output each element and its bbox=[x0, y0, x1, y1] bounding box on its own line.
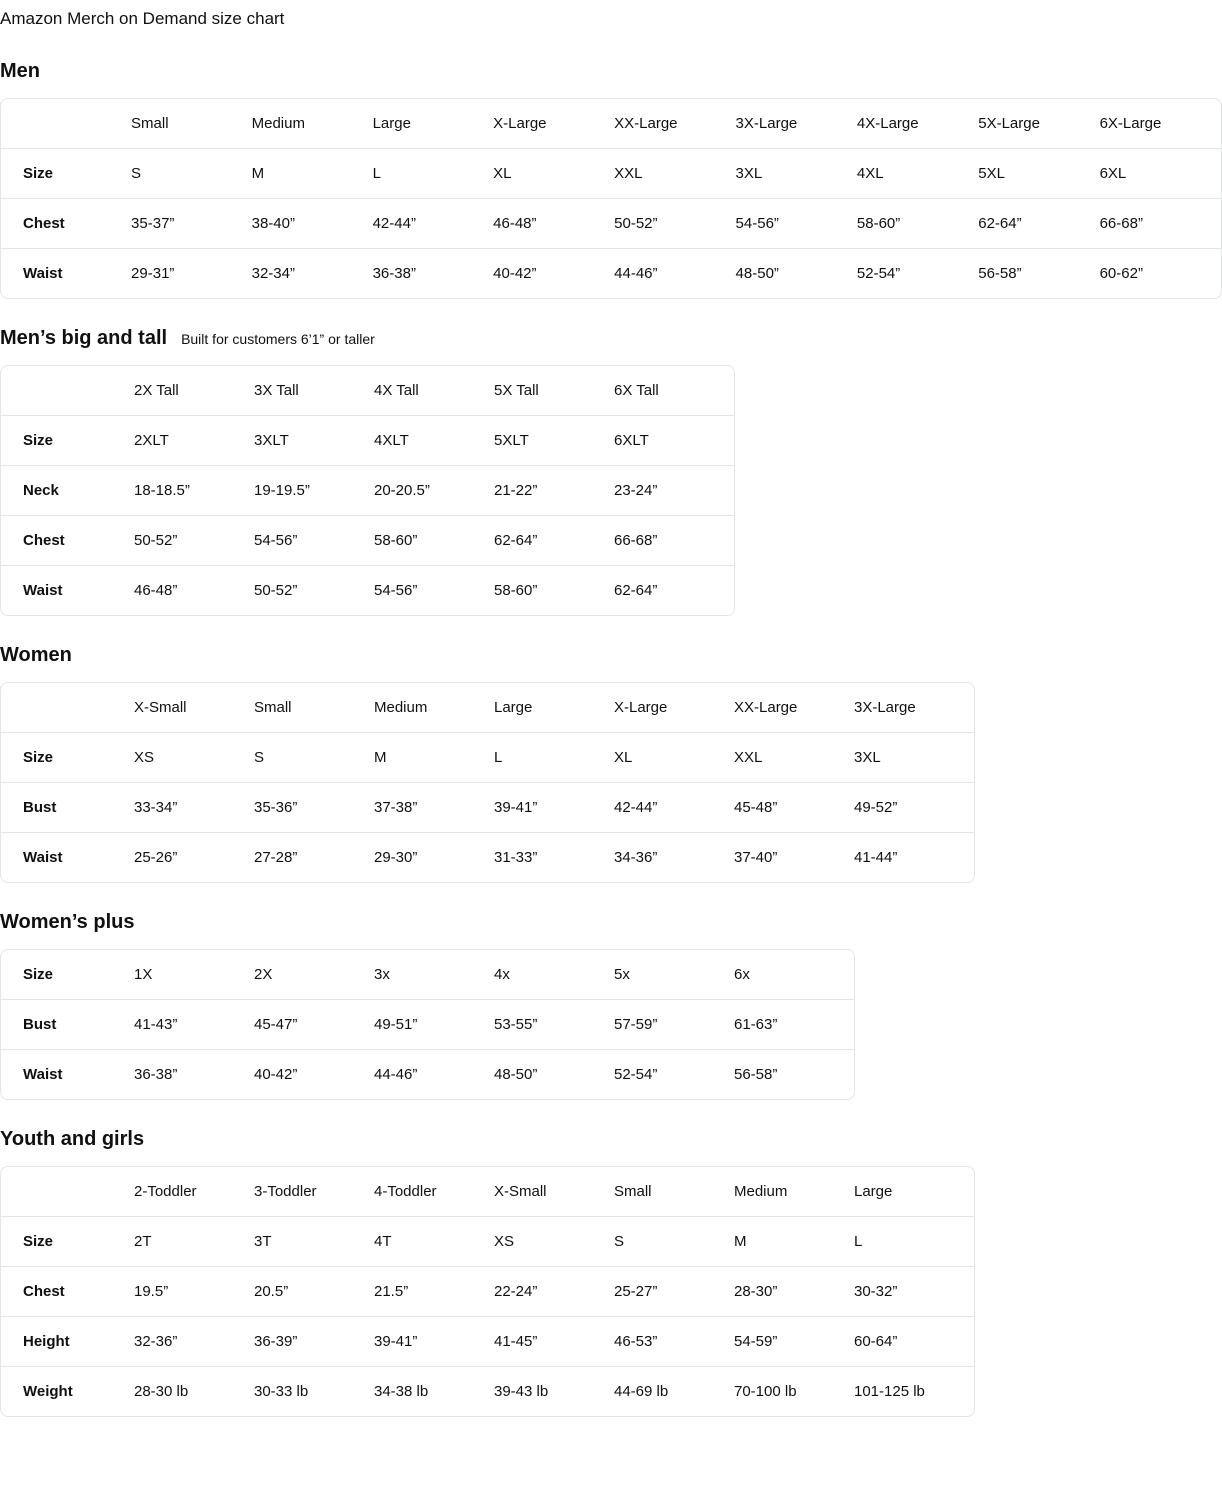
section-header-mens-big-and-tall bbox=[0, 325, 1222, 351]
table-cell: XL bbox=[614, 733, 734, 783]
header-cell bbox=[1, 1167, 134, 1217]
header-cell: Small bbox=[614, 1167, 734, 1217]
section-header-women bbox=[0, 642, 1222, 668]
table-cell: 50-52” bbox=[254, 582, 298, 599]
row-label: Size bbox=[1, 950, 134, 1000]
table-cell: S bbox=[131, 149, 252, 199]
table-cell: 54-56” bbox=[374, 582, 418, 599]
table-cell: 4T bbox=[374, 1217, 494, 1267]
table-cell: 4x bbox=[494, 950, 614, 1000]
table-cell: 41-43” bbox=[134, 1000, 254, 1050]
table-row bbox=[1, 249, 1221, 298]
table-cell: 42-44” bbox=[614, 783, 734, 833]
table-cell: 21-22” bbox=[494, 466, 614, 516]
header-cell: 6X Tall bbox=[614, 366, 734, 416]
table-men bbox=[0, 98, 1222, 299]
table-cell: 2XLT bbox=[134, 416, 254, 466]
table-cell: 5XL bbox=[978, 149, 1099, 199]
table-cell: 46-53” bbox=[614, 1317, 734, 1367]
table-cell: 22-24” bbox=[494, 1267, 614, 1317]
table-cell: S bbox=[614, 1217, 734, 1267]
header-cell: X-Large bbox=[493, 99, 614, 149]
table-women bbox=[0, 682, 975, 883]
table-header-row bbox=[1, 683, 974, 733]
header-cell: 3X-Large bbox=[736, 99, 857, 149]
table-cell: 42-44” bbox=[373, 199, 494, 249]
page-bottom-spacer bbox=[0, 1417, 1222, 1441]
header-cell: 5X-Large bbox=[978, 99, 1099, 149]
row-label: Neck bbox=[1, 466, 134, 516]
row-label: Chest bbox=[1, 516, 134, 566]
table-cell: 32-34” bbox=[251, 265, 295, 282]
table-row bbox=[1, 516, 734, 566]
row-label: Bust bbox=[1, 783, 134, 833]
table-cell: 19-19.5” bbox=[254, 466, 374, 516]
table-cell: 41-45” bbox=[494, 1317, 614, 1367]
table-cell: 58-60” bbox=[374, 516, 494, 566]
table-cell: 54-59” bbox=[734, 1317, 854, 1367]
header-cell: 2X Tall bbox=[134, 366, 254, 416]
table-cell: 18-18.5” bbox=[134, 466, 254, 516]
table-cell: 46-48” bbox=[493, 199, 614, 249]
header-cell: Small bbox=[254, 683, 374, 733]
section-title: Men’s big and tall bbox=[0, 327, 168, 349]
header-cell: 3X Tall bbox=[254, 366, 374, 416]
table-cell: 37-38” bbox=[374, 783, 494, 833]
table-cell: 40-42” bbox=[254, 1066, 298, 1083]
table-cell: L bbox=[373, 149, 494, 199]
table-row bbox=[1, 1317, 974, 1367]
header-cell: XX-Large bbox=[734, 683, 854, 733]
table-cell: 30-33 lb bbox=[254, 1383, 309, 1400]
table-cell: 34-36” bbox=[614, 849, 658, 866]
table-cell: 36-39” bbox=[254, 1317, 374, 1367]
size-chart-page bbox=[0, 6, 1222, 1441]
header-cell: X-Small bbox=[134, 683, 254, 733]
table-cell: 3T bbox=[254, 1217, 374, 1267]
table-cell: 41-44” bbox=[854, 849, 898, 866]
table-cell: 57-59” bbox=[614, 1000, 734, 1050]
table-cell: 29-31” bbox=[131, 265, 175, 282]
table-cell: 21.5” bbox=[374, 1267, 494, 1317]
table-row bbox=[1, 466, 734, 516]
table-cell: 70-100 lb bbox=[734, 1383, 797, 1400]
section-men bbox=[0, 58, 1222, 299]
table-cell: M bbox=[734, 1217, 854, 1267]
table-cell: 31-33” bbox=[494, 849, 538, 866]
header-cell: Small bbox=[131, 99, 252, 149]
header-cell: Large bbox=[373, 99, 494, 149]
table-cell: 32-36” bbox=[134, 1317, 254, 1367]
row-label: Weight bbox=[23, 1383, 73, 1400]
table-cell: 56-58” bbox=[978, 265, 1022, 282]
row-label: Waist bbox=[23, 1066, 63, 1083]
table-cell: 39-43 lb bbox=[494, 1383, 549, 1400]
section-womens-plus bbox=[0, 909, 1222, 1100]
header-cell: Large bbox=[494, 683, 614, 733]
table-cell: 4XLT bbox=[374, 416, 494, 466]
table-cell: 4XL bbox=[857, 149, 978, 199]
header-cell: Medium bbox=[252, 99, 373, 149]
table-cell: L bbox=[494, 733, 614, 783]
table-row bbox=[1, 566, 734, 615]
table-cell: 66-68” bbox=[614, 516, 734, 566]
table-cell: 33-34” bbox=[134, 783, 254, 833]
table-row bbox=[1, 733, 974, 783]
section-youth-and-girls bbox=[0, 1126, 1222, 1417]
table-cell: 36-38” bbox=[134, 1066, 178, 1083]
table-cell: 6x bbox=[734, 950, 854, 1000]
table-cell: 53-55” bbox=[494, 1000, 614, 1050]
table-cell: 25-26” bbox=[134, 849, 178, 866]
table-cell: 3XL bbox=[736, 149, 857, 199]
table-cell: 44-46” bbox=[614, 265, 658, 282]
page-title: Amazon Merch on Demand size chart bbox=[0, 9, 285, 28]
table-cell: 44-46” bbox=[374, 1066, 418, 1083]
section-note: Built for customers 6’1” or taller bbox=[181, 331, 375, 347]
table-cell: 2T bbox=[134, 1217, 254, 1267]
row-label: Height bbox=[1, 1317, 134, 1367]
table-youth-and-girls bbox=[0, 1166, 975, 1417]
table-cell: 45-47” bbox=[254, 1000, 374, 1050]
table-cell: 19.5” bbox=[134, 1267, 254, 1317]
table-cell: 45-48” bbox=[734, 783, 854, 833]
table-cell: 5x bbox=[614, 950, 734, 1000]
header-cell: Medium bbox=[374, 683, 494, 733]
table-cell: XXL bbox=[734, 733, 854, 783]
table-cell: 5XLT bbox=[494, 416, 614, 466]
table-cell: 52-54” bbox=[614, 1066, 658, 1083]
header-cell: XX-Large bbox=[614, 99, 735, 149]
table-cell: 62-64” bbox=[494, 516, 614, 566]
row-label: Waist bbox=[23, 265, 63, 282]
table-cell: 54-56” bbox=[254, 516, 374, 566]
table-cell: 3x bbox=[374, 950, 494, 1000]
table-row bbox=[1, 149, 1221, 199]
table-cell: 20.5” bbox=[254, 1267, 374, 1317]
table-row bbox=[1, 1000, 854, 1050]
header-cell: 3-Toddler bbox=[254, 1167, 374, 1217]
table-cell: 49-51” bbox=[374, 1000, 494, 1050]
table-cell: XXL bbox=[614, 149, 735, 199]
header-cell: Large bbox=[854, 1167, 974, 1217]
table-cell: L bbox=[854, 1217, 974, 1267]
table-cell: 56-58” bbox=[734, 1066, 778, 1083]
table-header-row bbox=[1, 366, 734, 416]
table-cell: 61-63” bbox=[734, 1000, 854, 1050]
table-cell: 1X bbox=[134, 950, 254, 1000]
table-cell: 37-40” bbox=[734, 849, 778, 866]
table-row bbox=[1, 1367, 974, 1416]
table-header-row bbox=[1, 99, 1221, 149]
section-women bbox=[0, 642, 1222, 883]
section-title: Men bbox=[0, 60, 40, 82]
table-cell: 50-52” bbox=[614, 199, 735, 249]
table-cell: 101-125 lb bbox=[854, 1383, 925, 1400]
table-cell: 62-64” bbox=[614, 582, 658, 599]
table-row bbox=[1, 199, 1221, 249]
header-cell bbox=[1, 683, 134, 733]
header-cell: 4X Tall bbox=[374, 366, 494, 416]
row-label: Chest bbox=[1, 1267, 134, 1317]
table-cell: 39-41” bbox=[494, 783, 614, 833]
row-label: Bust bbox=[1, 1000, 134, 1050]
table-row bbox=[1, 783, 974, 833]
table-cell: 48-50” bbox=[735, 265, 779, 282]
row-label: Waist bbox=[23, 849, 63, 866]
table-cell: 60-64” bbox=[854, 1317, 974, 1367]
table-cell: M bbox=[252, 149, 373, 199]
table-row bbox=[1, 1217, 974, 1267]
table-cell: XL bbox=[493, 149, 614, 199]
table-cell: 2X bbox=[254, 950, 374, 1000]
section-title: Women bbox=[0, 644, 72, 666]
table-cell: 35-36” bbox=[254, 783, 374, 833]
row-label: Size bbox=[1, 733, 134, 783]
table-cell: 44-69 lb bbox=[614, 1383, 669, 1400]
section-title: Youth and girls bbox=[0, 1128, 145, 1150]
table-cell: 46-48” bbox=[134, 582, 178, 599]
table-cell: 36-38” bbox=[372, 265, 416, 282]
table-cell: 52-54” bbox=[856, 265, 901, 282]
table-cell: 49-52” bbox=[854, 783, 974, 833]
table-cell: 66-68” bbox=[1100, 199, 1221, 249]
table-row bbox=[1, 1050, 854, 1099]
table-cell: 29-30” bbox=[374, 849, 418, 866]
section-mens-big-and-tall bbox=[0, 325, 1222, 616]
table-cell: 27-28” bbox=[254, 849, 298, 866]
table-row bbox=[1, 950, 854, 1000]
row-label: Waist bbox=[23, 582, 63, 599]
table-cell: 30-32” bbox=[854, 1267, 974, 1317]
header-cell: Medium bbox=[734, 1167, 854, 1217]
table-row bbox=[1, 1267, 974, 1317]
table-cell: 3XL bbox=[854, 733, 974, 783]
table-cell: 40-42” bbox=[493, 265, 537, 282]
header-cell: 6X-Large bbox=[1100, 99, 1221, 149]
header-cell bbox=[1, 366, 134, 416]
table-cell: 25-27” bbox=[614, 1267, 734, 1317]
row-label: Size bbox=[1, 416, 134, 466]
table-cell: 50-52” bbox=[134, 516, 254, 566]
header-cell bbox=[1, 99, 131, 149]
table-womens-plus bbox=[0, 949, 855, 1100]
table-cell: 54-56” bbox=[736, 199, 857, 249]
table-cell: 60-62” bbox=[1099, 265, 1143, 282]
section-header-men bbox=[0, 58, 1222, 84]
table-cell: S bbox=[254, 733, 374, 783]
table-cell: 58-60” bbox=[857, 199, 978, 249]
table-cell: 23-24” bbox=[614, 466, 734, 516]
header-cell: 5X Tall bbox=[494, 366, 614, 416]
table-cell: 62-64” bbox=[978, 199, 1099, 249]
table-cell: 3XLT bbox=[254, 416, 374, 466]
table-cell: 6XLT bbox=[614, 416, 734, 466]
table-cell: 28-30 lb bbox=[134, 1383, 189, 1400]
header-cell: 4X-Large bbox=[857, 99, 978, 149]
table-cell: 48-50” bbox=[494, 1066, 538, 1083]
section-header-womens-plus bbox=[0, 909, 1222, 935]
table-cell: 39-41” bbox=[374, 1317, 494, 1367]
table-mens-big-and-tall bbox=[0, 365, 735, 616]
table-cell: XS bbox=[494, 1217, 614, 1267]
table-cell: 6XL bbox=[1100, 149, 1221, 199]
table-cell: 35-37” bbox=[131, 199, 252, 249]
table-cell: XS bbox=[134, 733, 254, 783]
section-title: Women’s plus bbox=[0, 911, 135, 933]
section-header-youth-and-girls bbox=[0, 1126, 1222, 1152]
table-header-row bbox=[1, 1167, 974, 1217]
header-cell: X-Large bbox=[614, 683, 734, 733]
header-cell: 3X-Large bbox=[854, 683, 974, 733]
table-cell: 28-30” bbox=[734, 1267, 854, 1317]
table-cell: 58-60” bbox=[494, 582, 538, 599]
table-cell: 38-40” bbox=[252, 199, 373, 249]
row-label: Chest bbox=[1, 199, 131, 249]
header-cell: 4-Toddler bbox=[374, 1167, 494, 1217]
table-cell: 20-20.5” bbox=[374, 466, 494, 516]
table-row bbox=[1, 416, 734, 466]
table-cell: M bbox=[374, 733, 494, 783]
header-cell: X-Small bbox=[494, 1167, 614, 1217]
row-label: Size bbox=[1, 1217, 134, 1267]
table-row bbox=[1, 833, 974, 882]
header-cell: 2-Toddler bbox=[134, 1167, 254, 1217]
row-label: Size bbox=[1, 149, 131, 199]
table-cell: 34-38 lb bbox=[374, 1383, 429, 1400]
